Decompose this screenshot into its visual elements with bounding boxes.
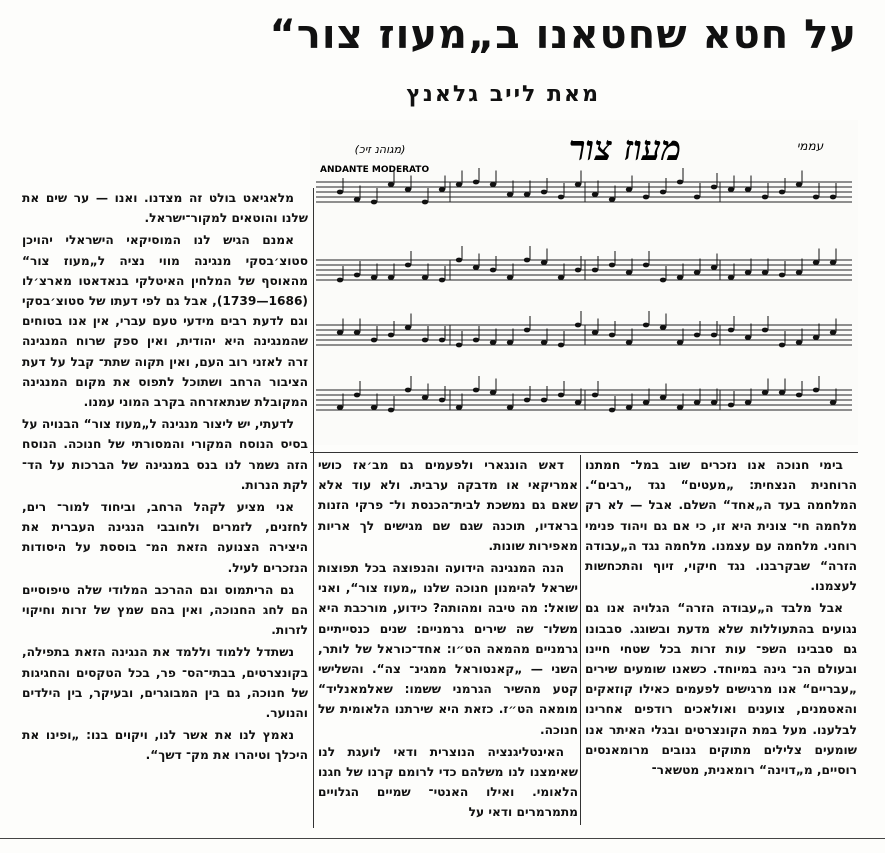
note-head	[728, 403, 734, 408]
note-head	[524, 328, 530, 333]
note-head	[507, 275, 513, 280]
note-head	[507, 340, 513, 345]
note-head	[830, 260, 836, 265]
note-head	[779, 190, 785, 195]
note-head	[439, 338, 445, 343]
note-head	[371, 338, 377, 343]
note-head	[405, 187, 411, 192]
note-head	[813, 195, 819, 200]
note-head	[728, 187, 734, 192]
note-head	[660, 325, 666, 330]
note-head	[388, 182, 394, 187]
note-head	[524, 398, 530, 403]
note-head	[694, 195, 700, 200]
note-head	[796, 340, 802, 345]
note-head	[677, 340, 683, 345]
note-head	[711, 333, 717, 338]
note-head	[575, 268, 581, 273]
score-bottom-rule	[310, 452, 858, 453]
note-head	[643, 195, 649, 200]
note-head	[541, 340, 547, 345]
article-column-right	[585, 455, 857, 833]
note-head	[405, 263, 411, 268]
note-head	[473, 265, 479, 270]
note-head	[337, 278, 343, 283]
note-head	[405, 388, 411, 393]
article-title: על חטא שחטאנו ב„מעוז צור“	[269, 12, 857, 58]
note-head	[660, 190, 666, 195]
note-head	[745, 187, 751, 192]
note-head	[541, 190, 547, 195]
article-column-middle	[318, 455, 578, 833]
notes	[337, 168, 836, 412]
note-head	[422, 200, 428, 205]
note-head	[609, 263, 615, 268]
note-head	[830, 330, 836, 335]
note-head	[728, 328, 734, 333]
note-head	[490, 390, 496, 395]
note-head	[490, 268, 496, 273]
sheet-music-figure	[310, 120, 858, 445]
note-head	[609, 197, 615, 202]
note-head	[745, 270, 751, 275]
note-head	[456, 405, 462, 410]
note-head	[626, 405, 632, 410]
article-byline: מאת לייב גלאנץ	[406, 82, 600, 107]
note-head	[813, 388, 819, 393]
note-head	[728, 275, 734, 280]
note-head	[371, 405, 377, 410]
note-head	[830, 400, 836, 405]
note-head	[388, 275, 394, 280]
note-head	[439, 187, 445, 192]
sheet-music-svg	[310, 120, 858, 445]
note-head	[354, 393, 360, 398]
score-annotation-right: עממי	[796, 139, 824, 153]
note-head	[830, 195, 836, 200]
paragraph: נשתדל ללמוד וללמד את הנגינה הזאת בתפילה, בקונצרטים, בבתי־הס־ פר, בכל הטקסים והחגיגות של חנוכה, גם בין המבוגרים, ובעיקר, בין הילדים והנוער.	[22, 645, 308, 721]
paragraph: מלאגיאט בולט זה מצדנו. ואנו — ער שים את שלנו והוטאים למקור־ישראל.	[22, 191, 308, 226]
paragraph: בימי חנוכה אנו נזכרים שוב במל־ חמתנו הרוחנית הנצחית: „מעטים“ נגד „רבים“. המלחמה בעד ה„אחד“ השלם. אבל — לא רק מלחמה חי־ צונית היא זו, כי אם גם ויהוד פנימי רוחני. מלחמה עם עצמנו. מלחמה נגד ה„עבודה הזרה“ שבקרבנו. נגד חיקוי, זיוף והתכחשות לעצמנו.	[585, 458, 857, 594]
note-head	[354, 330, 360, 335]
note-head	[592, 330, 598, 335]
paragraph: אני מציע לקהל הרחב, וביחוד למור־ רים, לחזנים, לזמרים ולחובבי הנגינה העברית את היצירה הצנועה הזאת המ־ בוססת על היסודות הנזכרים לעיל.	[22, 500, 308, 575]
note-head	[643, 400, 649, 405]
score-annotation-left: (מגוהנ זיכ)	[354, 143, 406, 156]
note-head	[762, 195, 768, 200]
note-head	[456, 182, 462, 187]
note-head	[745, 400, 751, 405]
note-head	[524, 192, 530, 197]
note-head	[456, 343, 462, 348]
note-head	[779, 390, 785, 395]
note-head	[388, 408, 394, 413]
note-head	[439, 278, 445, 283]
paragraph: הנה המנגינה הידועה והנפוצה בכל תפוצות ישראל להימנון חנוכה שלנו „מעוז צור“, ואני שואל: מה טיבה ומהותה? כידוע, מורכבת היא משלו־ שה שירים גרמניים: שנים כנסייתיים גרמניים מהמאה הט״ו: אחד־כוראל של לותר, השני — „קאנטוראל ממגינ־ צה“. והשלישי קטע מהשיר הגרמני ששמו: שאלמאנליד“ מומאה הט״ז. כזאת היא שירתנו הלאומית של חנוכה.	[318, 561, 578, 737]
tempo-marking: ANDANTE MODERATO	[320, 165, 430, 175]
note-head	[439, 398, 445, 403]
column-rule-middle	[580, 455, 581, 825]
note-head	[643, 263, 649, 268]
note-head	[388, 333, 394, 338]
note-head	[422, 338, 428, 343]
paragraph: גם הריתמוס וגם ההרכב המלודי שלה טיפוסיים הם לחג החנוכה, ואין בהם שמץ של זרות וחיקוי לזרות.	[22, 582, 308, 638]
note-head	[337, 190, 343, 195]
note-head	[422, 395, 428, 400]
note-head	[456, 258, 462, 263]
note-head	[507, 405, 513, 410]
note-head	[541, 260, 547, 265]
note-head	[779, 343, 785, 348]
song-title-handwritten: מעוז צור	[568, 129, 682, 169]
note-head	[677, 405, 683, 410]
note-head	[660, 395, 666, 400]
note-head	[558, 393, 564, 398]
note-head	[711, 265, 717, 270]
note-head	[371, 275, 377, 280]
note-head	[694, 270, 700, 275]
note-head	[745, 335, 751, 340]
note-head	[473, 388, 479, 393]
note-head	[337, 330, 343, 335]
note-head	[711, 185, 717, 190]
note-head	[592, 268, 598, 273]
paragraph: נאמץ לנו את אשר לנו, ויקוים בנו: „ופינו את היכלך וטיהרו את מק־ דשך“.	[22, 728, 308, 763]
page-bottom-rule	[0, 838, 885, 839]
note-head	[609, 333, 615, 338]
note-head	[626, 270, 632, 275]
note-head	[473, 180, 479, 185]
note-head	[490, 340, 496, 345]
note-head	[422, 275, 428, 280]
paragraph: אבל מלבד ה„עבודה הזרה“ הגלויה אנו גם נגועים בהתעוללות שלא מדעת ובשוגג. סבבונו גם סבבינו השפ־ עות זרות בכל שטחי חיינו ובעולם הנ־ גינה במיוחד. כשאנו שומעים שירים „עבריים“ אנו מרגישים לפעמים כאילו קוזאקים והאטמנים, צוענים ואולאכים רודפים אחרינו לבלענו. מעל במת הקונצרטים ובגלי האיתר אנו שומעים צלילים מתוקים גנובים מרומאנסים רוסיים, מ„דוינה“ רומאנית, מטשאר־	[585, 601, 857, 778]
note-head	[558, 275, 564, 280]
note-head	[405, 325, 411, 330]
note-head	[813, 335, 819, 340]
note-head	[371, 200, 377, 205]
note-head	[558, 195, 564, 200]
paragraph: האינטליגנציה הנוצרית ודאי לועגת לנו שאימצנו לנו משלהם כדי לרומם קרנו של חגנו הלאומי. ואילו האנטי־ שמיים הגלויים מתמרמרים ודאי על	[318, 744, 578, 820]
note-head	[762, 390, 768, 395]
note-head	[796, 270, 802, 275]
note-head	[762, 328, 768, 333]
staves	[316, 182, 852, 410]
note-head	[694, 333, 700, 338]
paragraph: אמנם הגיש לנו המוסיקאי הישראלי יהויכן סטוצ׳בסקי מנגינה מווי נציה ל„מעוז צור“ מהאוסף של המלחין האיטלקי בנאדאטו מארצ׳לו (1686—1739), אבל גם לפי דעתו של סטוצ׳בסקי וגם לדעת רבים מידעי טעם עברי, אין אנו בטוחים שהמנגינה היא יהודית, ואין ספק שרוח המנגינה זרה לאזני רוב העם, ואין תקוה שתת־ קבל על דעת הציבור הרחב ושתוכל לתפוס את מקום המנגינה המקובלת שנתאזרחה בקרב המוני עמנו.	[22, 233, 308, 410]
note-head	[711, 400, 717, 405]
note-head	[813, 260, 819, 265]
note-head	[626, 340, 632, 345]
note-head	[575, 400, 581, 405]
note-head	[354, 197, 360, 202]
note-head	[337, 405, 343, 410]
note-head	[660, 278, 666, 283]
note-head	[779, 273, 785, 278]
column-rule-left	[313, 188, 314, 828]
note-head	[609, 408, 615, 413]
note-head	[643, 323, 649, 328]
note-head	[541, 398, 547, 403]
note-head	[490, 182, 496, 187]
note-head	[558, 343, 564, 348]
note-head	[796, 393, 802, 398]
note-head	[354, 273, 360, 278]
note-head	[575, 323, 581, 328]
note-head	[473, 338, 479, 343]
note-head	[677, 275, 683, 280]
note-head	[592, 393, 598, 398]
note-head	[524, 258, 530, 263]
paragraph: דאש הונגארי ולפעמים גם מב׳אז כושי אמריקאי או מדבקה ערבית. ולא עוד אלא שאם גם נמשכת לבית־הכנסת ול־ פרקי הזנות בראדיו, תוכנה שגם שם מגישים לך אריות מאפירות שונות.	[318, 458, 578, 553]
note-head	[694, 400, 700, 405]
note-head	[677, 180, 683, 185]
paragraph: לדעתי, יש ליצור מנגינה ל„מעוז צור“ הבנויה על בסיס הנוסח המקורי והמסורתי של חנוכה. הנוסח הזה נשמר לנו בנס במנגינה של הברכות על הד־ לקת הנרות.	[22, 417, 308, 492]
note-head	[592, 192, 598, 197]
note-head	[507, 192, 513, 197]
note-head	[575, 182, 581, 187]
note-head	[762, 270, 768, 275]
article-column-left	[22, 188, 308, 833]
note-head	[796, 182, 802, 187]
note-head	[626, 187, 632, 192]
